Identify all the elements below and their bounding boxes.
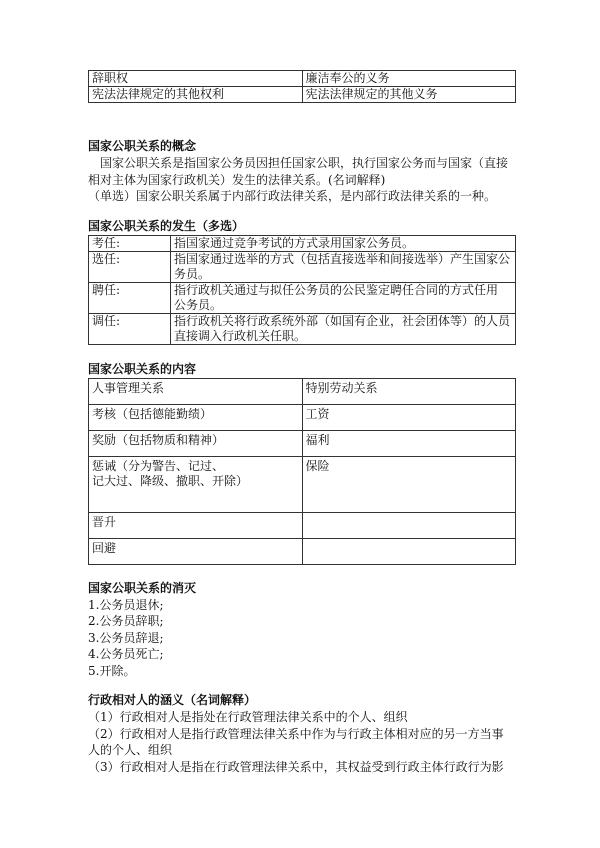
table-cell: 保险: [302, 456, 516, 512]
table-cell: [89, 456, 303, 512]
table-cell: 奖励（包括物质和精神）: [89, 430, 303, 456]
table-row: [89, 235, 516, 251]
definition-line: 指行政机关通过与拟任公务员的公民鉴定聘任合同的方式任用: [174, 282, 499, 297]
definition-line: 指国家通过选举的方式（包括直接选举和间接选举）产生国家公: [174, 251, 511, 266]
list-item: 3.公务员辞退;: [88, 630, 164, 645]
table-cell: 回避: [89, 538, 303, 564]
table-row: [89, 456, 516, 512]
paragraph-line: （单选）国家公职关系属于内部行政法律关系，是内部行政法律关系的一种。: [88, 189, 497, 203]
cell-line: 记大过、降级、撤职、开除）: [92, 473, 249, 488]
table-cell: 廉洁奉公的义务: [302, 71, 516, 87]
table-cell: 福利: [302, 430, 516, 456]
definition-line: 公务员。: [174, 297, 223, 312]
table-cell: 工资: [302, 404, 516, 430]
section-heading: 国家公职关系的消灭: [88, 580, 197, 595]
table-cell: [302, 538, 516, 564]
cell-line: 惩诫（分为警告、记过、: [92, 458, 225, 473]
table-cell: 特别劳动关系: [302, 378, 516, 404]
term-cell: 考任:: [89, 235, 171, 251]
table-cell: 考核（包括德能勤绩）: [89, 404, 303, 430]
concept-section: [88, 137, 516, 205]
table-cell: 宪法法律规定的其他权利: [89, 87, 303, 103]
table-cell: 人事管理关系: [89, 378, 303, 404]
section-heading: 国家公职关系的发生（多选）: [88, 218, 245, 233]
term-cell: 调任:: [89, 313, 171, 344]
table-row: [89, 251, 516, 282]
definition-line: 指国家通过竞争考试的方式录用国家公务员。: [174, 235, 415, 250]
paragraph-line: （1）行政相对人是指处在行政管理法律关系中的个人、组织: [88, 710, 408, 724]
paragraph-line: （2）行政相对人是指行政管理法律关系中作为与行政主体相对应的另一方当事: [88, 726, 504, 741]
paragraph-line: 国家公职关系是指国家公务员因担任国家公职，执行国家公务而与国家（直接: [100, 156, 509, 170]
table-row: [89, 313, 516, 344]
counterpart-section: [88, 691, 516, 775]
definition-cell: [171, 251, 516, 282]
list-item: 4.公务员死亡;: [88, 647, 164, 661]
definition-cell: [171, 313, 516, 344]
occurrence-table: [88, 235, 516, 345]
list-item: 5.开除。: [88, 663, 136, 678]
definition-line: 务员。: [174, 266, 211, 281]
table-cell: 晋升: [89, 512, 303, 538]
rights-duties-table: [88, 70, 516, 103]
paragraph-line: 相对主体为国家行政机关）发生的法律关系。(名词解释): [88, 172, 386, 187]
table-row: [89, 87, 516, 103]
table-row: [89, 538, 516, 564]
table-row: [89, 404, 516, 430]
table-cell: 宪法法律规定的其他义务: [302, 87, 516, 103]
definition-line: 指行政机关将行政系统外部（如国有企业，社会团体等）的人员: [174, 313, 511, 328]
list-item: 1.公务员退休;: [88, 597, 164, 612]
section-heading: 行政相对人的涵义（名词解释）: [88, 693, 257, 707]
content-table: [88, 378, 516, 565]
paragraph-line: （3）行政相对人是指在行政管理法律关系中，其权益受到行政主体行政行为影: [88, 759, 504, 774]
table-cell: 辞职权: [89, 71, 303, 87]
table-row: [89, 71, 516, 87]
document-page: [88, 70, 516, 775]
termination-section: [88, 579, 516, 680]
table-cell: [302, 512, 516, 538]
table-row: [89, 282, 516, 313]
definition-cell: [171, 282, 516, 313]
paragraph-line: 人的个人、组织: [88, 743, 173, 757]
table-row: [89, 430, 516, 456]
occurrence-section: [88, 217, 516, 345]
content-section: [88, 360, 516, 565]
section-heading: 国家公职关系的概念: [88, 139, 197, 153]
table-row: [89, 378, 516, 404]
list-item: 2.公务员辞职;: [88, 614, 164, 628]
table-row: [89, 512, 516, 538]
section-heading: 国家公职关系的内容: [88, 361, 197, 376]
definition-cell: [171, 235, 516, 251]
term-cell: 选任:: [89, 251, 171, 282]
definition-line: 直接调入行政机关任职。: [174, 328, 307, 343]
term-cell: 聘任:: [89, 282, 171, 313]
